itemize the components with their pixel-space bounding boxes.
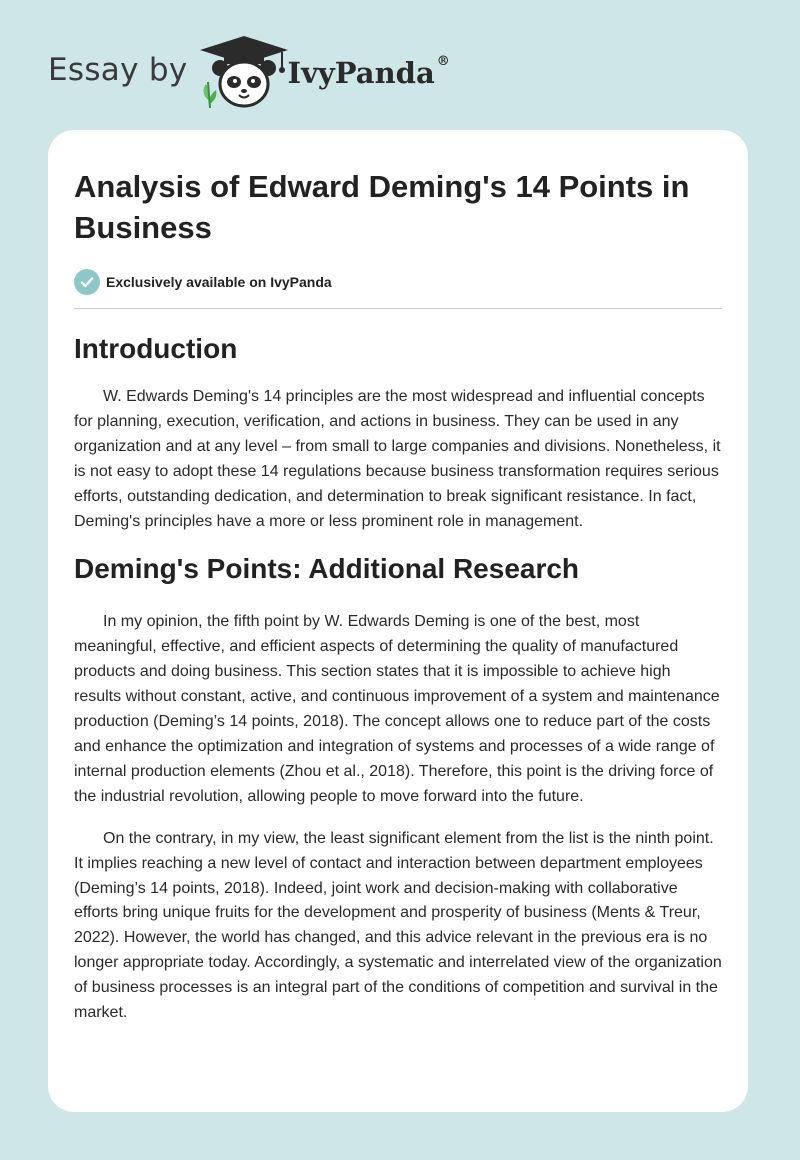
panda-graduate-icon[interactable] xyxy=(196,34,292,110)
exclusive-badge xyxy=(74,268,722,296)
introduction-paragraph: W. Edwards Deming's 14 principles are the most widespread and influential concepts for planning, execution, verification, and actions in business. They can be used in any organization and at any level – from small to large companies and divisions. Nonetheless, it is not easy to adopt these 14 regulations because business transformation requires serious efforts, outstanding dedication, and determination to break significant resistance. In fact, Deming's principles have a more or less prominent role in management. xyxy=(74,388,721,530)
section-heading-introduction: Introduction xyxy=(74,333,238,364)
brand-prefix: Essay by xyxy=(48,52,188,88)
site-header xyxy=(48,34,450,110)
brand-name-text: IvyPanda xyxy=(287,56,435,90)
exclusive-badge-text: Exclusively available on IvyPanda xyxy=(106,274,332,290)
brand-name[interactable] xyxy=(288,56,450,90)
essay-card xyxy=(48,130,748,1112)
title-divider xyxy=(74,308,722,309)
check-circle-icon xyxy=(74,269,100,295)
registered-mark: ® xyxy=(436,54,450,69)
research-paragraph-2: On the contrary, in my view, the least significant element from the list is the ninth point. It implies reaching a new level of contact and interaction between department employees (Deming’s 14 points, 2018). Indeed, joint work and decision-making with collaborative efforts bring unique fruits for the development and prosperity of business (Ments & Treur, 2022). However, the world has changed, and this advice relevant in the previous era is no longer appropriate today. Accordingly, a systematic and interrelated view of the organization of business processes is an integral part of the conditions of competition and survival in the market. xyxy=(74,829,722,1022)
research-paragraph-1: In my opinion, the fifth point by W. Edwards Deming is one of the best, most meaningful, effective, and efficient aspects of determining the quality of manufactured products and doing business. This section states that it is impossible to achieve high results without constant, active, and continuous improvement of a system and maintenance production (Deming’s 14 points, 2018). The concept allows one to reduce part of the costs and enhance the optimization and integration of systems and processes of a wide range of internal production elements (Zhou et al., 2018). Therefore, this point is the driving force of the industrial revolution, allowing people to move forward into the future. xyxy=(74,613,720,805)
essay-title: Analysis of Edward Deming's 14 Points in Business xyxy=(74,169,690,245)
section-heading-additional-research: Deming's Points: Additional Research xyxy=(74,553,580,585)
